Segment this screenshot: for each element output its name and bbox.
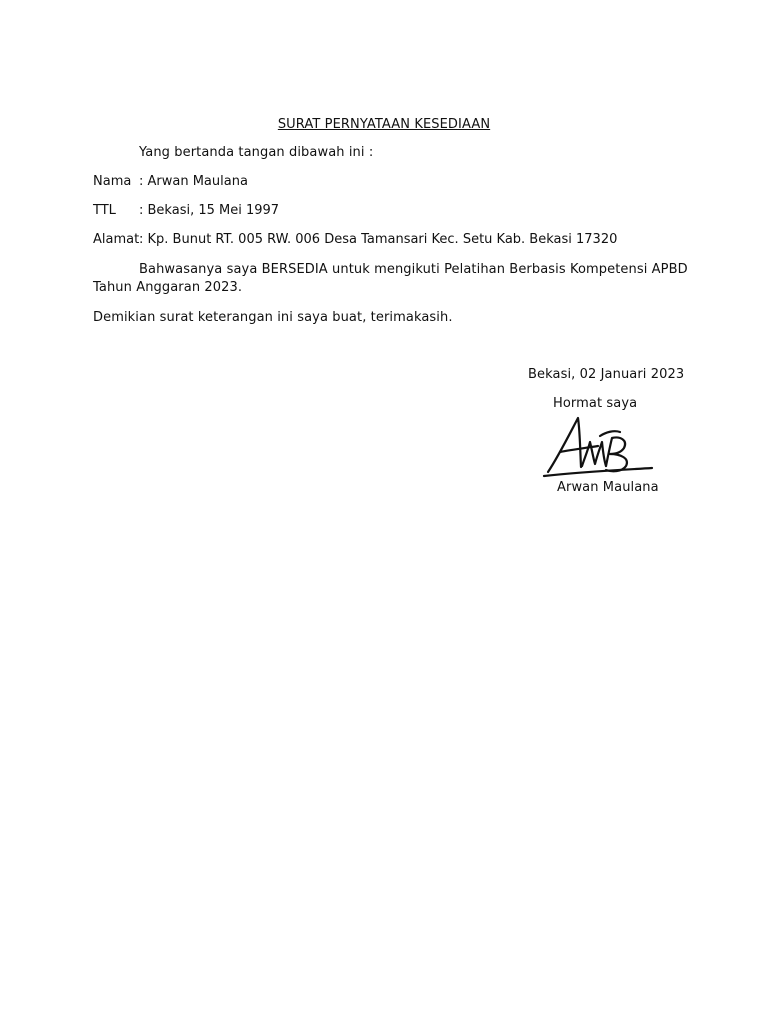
statement-line-1: Bahwasanya saya BERSEDIA untuk mengikuti Pelatihan Berbasis Kompetensi APBD bbox=[139, 262, 688, 277]
field-label-alamat: Alamat bbox=[93, 232, 140, 247]
field-value-ttl: : Bekasi, 15 Mei 1997 bbox=[139, 203, 280, 218]
handwritten-signature-icon bbox=[540, 412, 655, 480]
place-date: Bekasi, 02 Januari 2023 bbox=[528, 367, 685, 382]
signer-name: Arwan Maulana bbox=[557, 480, 659, 495]
letter-title: SURAT PERNYATAAN KESEDIAAN bbox=[277, 117, 491, 132]
intro-text: Yang bertanda tangan dibawah ini : bbox=[139, 145, 374, 160]
field-value-alamat: : Kp. Bunut RT. 005 RW. 006 Desa Tamansari Kec. Setu Kab. Bekasi 17320 bbox=[139, 232, 618, 247]
regards-text: Hormat saya bbox=[553, 396, 638, 411]
field-label-ttl: TTL bbox=[93, 203, 116, 218]
field-label-nama: Nama bbox=[93, 174, 132, 189]
closing-text: Demikian surat keterangan ini saya buat, terimakasih. bbox=[93, 310, 453, 325]
statement-line-2: Tahun Anggaran 2023. bbox=[93, 280, 243, 295]
field-value-nama: : Arwan Maulana bbox=[139, 174, 248, 189]
